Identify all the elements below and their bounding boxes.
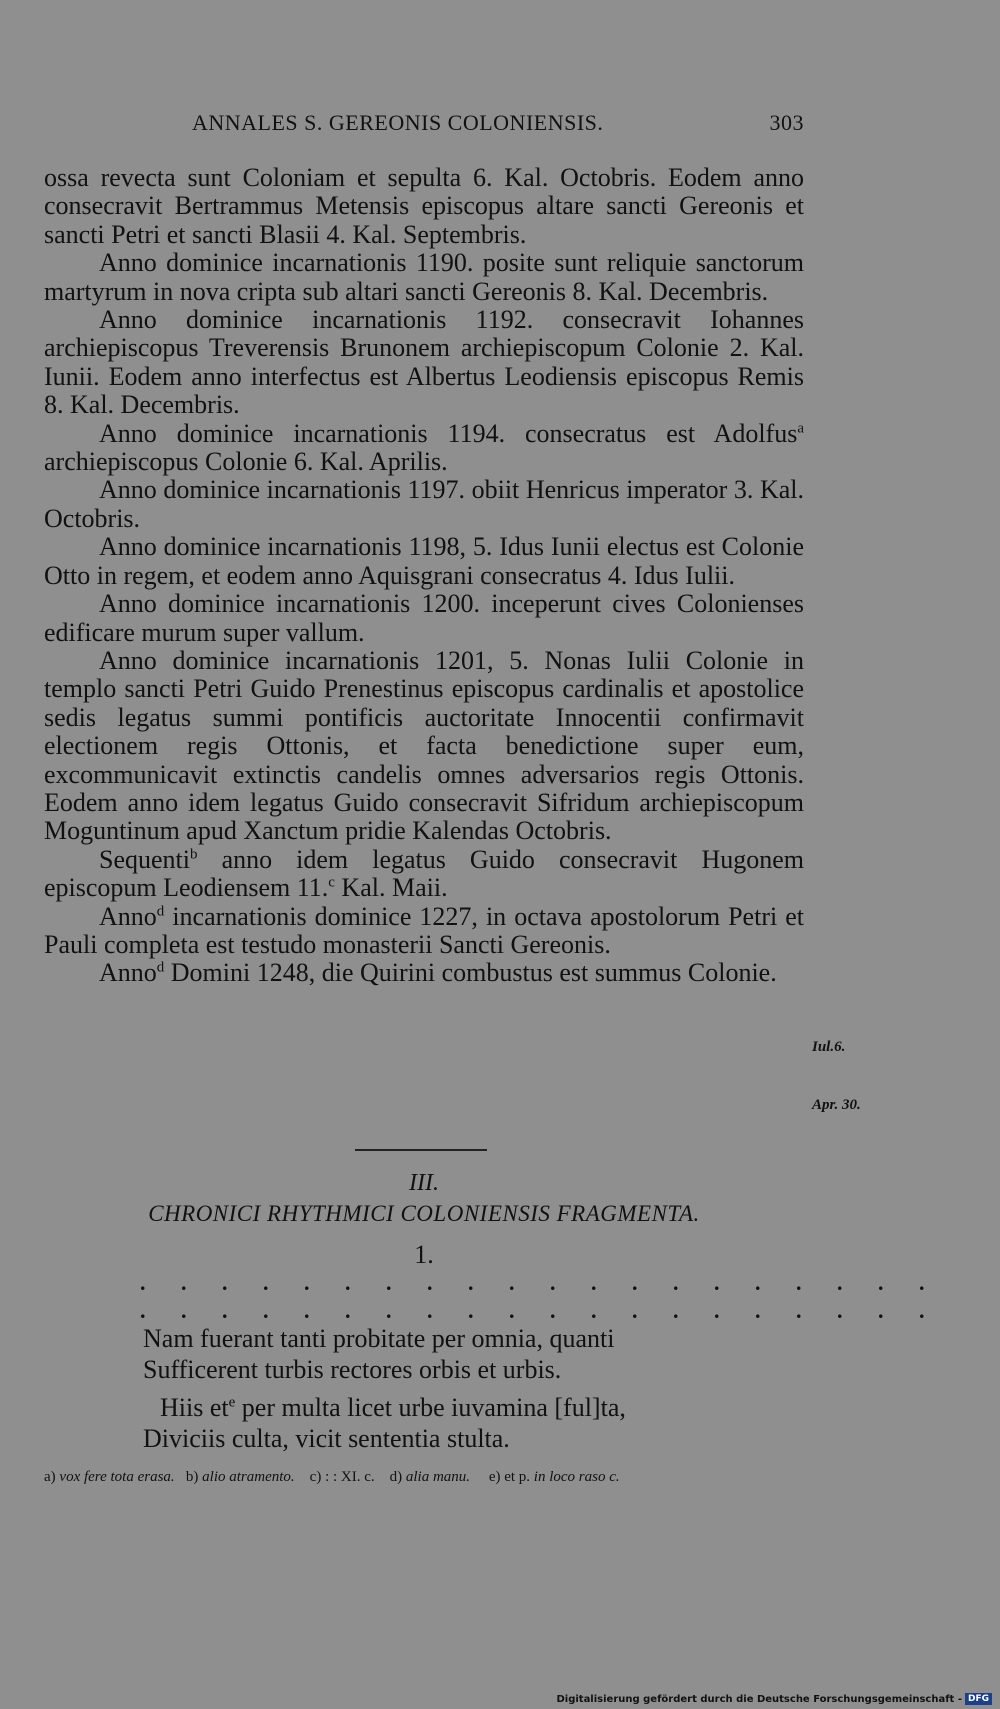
ellipsis-line: . . . . . . . . . . . . . . . . . . . .	[140, 1270, 940, 1295]
paragraph	[44, 846, 804, 903]
verse-line: Nam fuerant tanti probitate per omnia, quanti	[143, 1324, 615, 1353]
footnote-text: : : XI. c.	[325, 1469, 375, 1485]
footnote-text: et p.	[504, 1469, 531, 1485]
paragraph: Anno dominice incarnationis 1198, 5. Idus Iunii electus est Colonie Otto in regem, et eodem anno Aquisgrani consecratus 4. Idus Iulii.	[44, 532, 804, 590]
running-header	[44, 110, 804, 144]
paragraph-text: Anno	[99, 901, 157, 931]
footnotes	[44, 1468, 804, 1487]
margin-date-note: Iul.6.	[812, 1039, 846, 1055]
credit-text: Digitalisierung gefördert durch die Deutsche Forschungsgemeinschaft -	[556, 1693, 962, 1705]
footnote-mark: a	[797, 420, 804, 436]
verse-line: Diviciis culta, vicit sententia stulta.	[143, 1424, 510, 1453]
section-title: CHRONICI RHYTHMICI COLONIENSIS FRAGMENTA.	[148, 1201, 700, 1226]
paragraph-text: incarnationis dominice 1227, in octava apostolorum Petri et Pauli completa est testudo monasterii Sancti Gereonis.	[44, 901, 804, 959]
paragraph	[44, 903, 804, 960]
footnote-label: d)	[389, 1469, 403, 1485]
footnote-label: e)	[488, 1469, 501, 1485]
footnote-mark: c	[328, 874, 335, 891]
verse-line	[160, 1392, 783, 1423]
footnote-label: a)	[44, 1469, 56, 1485]
footnote-text: alia manu.	[405, 1469, 471, 1485]
paragraph: Anno dominice incarnationis 1200. inceperunt cives Colonienses edificare murum super vallum.	[44, 589, 804, 647]
ellipsis-line: . . . . . . . . . . . . . . . . . . . .	[140, 1298, 940, 1323]
paragraph-text: Sequenti	[99, 844, 190, 874]
running-title: ANNALES S. GEREONIS COLONIENSIS.	[192, 110, 604, 135]
annals-text	[44, 164, 804, 988]
verse-stanza	[143, 1323, 783, 1385]
footnote-mark: d	[156, 959, 165, 976]
page-number: 303	[769, 110, 804, 135]
paragraph: ossa revecta sunt Coloniam et sepulta 6. Kal. Octobris. Eodem anno consecravit Bertrammus Metensis episcopus altare sancti Gereonis et sancti Petri et sancti Blasii 4. Kal. Septembris.	[44, 163, 804, 249]
paragraph: Anno dominice incarnationis 1197. obiit Henricus imperator 3. Kal. Octobris.	[44, 475, 804, 533]
paragraph: Anno dominice incarnationis 1201, 5. Nonas Iulii Colonie in templo sancti Petri Guido Prenestinus episcopus cardinalis et apostolice sedis legatus summi pontificis auctoritate Innocentii confirmavit electionem regis Ottonis, et facta benedictione super eum, excommunicavit extinctis candelis omnes adversarios regis Ottonis. Eodem anno idem legatus Guido consecravit Sifridum archiepiscopum Moguntinum apud Xanctum pridie Kalendas Octobris.	[44, 645, 804, 846]
digitization-credit	[556, 1693, 992, 1705]
footnote-text: in loco raso c.	[533, 1469, 620, 1485]
paragraph-text: archiepiscopus Colonie 6. Kal. Aprilis.	[44, 447, 448, 477]
footnote-text: vox fere tota erasa.	[59, 1469, 175, 1485]
paragraph: Anno dominice incarnationis 1190. posite sunt reliquie sanctorum martyrum in nova cripta sub altari sancti Gereonis 8. Kal. Decembris.	[44, 248, 804, 306]
paragraph	[44, 959, 804, 987]
verse-line: Sufficerent turbis rectores orbis et urbis.	[143, 1355, 562, 1384]
paragraph: Anno dominice incarnationis 1192. consecravit Iohannes archiepiscopus Treverensis Brunonem archiepiscopum Colonie 2. Kal. Iunii. Eodem anno interfectus est Albertus Leodiensis episcopus Remis 8. Kal. Decembris.	[44, 305, 804, 420]
paragraph-text: anno idem legatus Guido consecravit Hugonem episcopum Leodiensem 11.	[44, 844, 804, 903]
footnote-mark: e	[228, 1394, 236, 1411]
paragraph-text: Domini 1248, die Quirini combustus est summus Colonie.	[164, 958, 777, 988]
dfg-logo: DFG	[965, 1693, 992, 1705]
paragraph	[44, 420, 804, 477]
footnote-label: c)	[309, 1469, 322, 1485]
fragment-number: 1.	[414, 1240, 434, 1269]
footnote-mark: b	[190, 846, 198, 863]
margin-date-note: Apr. 30.	[812, 1097, 861, 1113]
footnote-text: alio atramento.	[202, 1469, 295, 1485]
footnote-mark: d	[156, 902, 165, 919]
section-divider	[355, 1149, 487, 1151]
section-number: III.	[409, 1170, 439, 1196]
paragraph-text: Anno dominice incarnationis 1194. consecratus est Adolfus	[99, 418, 798, 448]
verse-text: per multa licet urbe iuvamina [ful]ta,	[235, 1393, 626, 1422]
verse-text: Hiis et	[160, 1393, 229, 1422]
paragraph-text: Kal. Maii.	[334, 873, 448, 903]
paragraph-text: Anno	[99, 958, 157, 988]
verse-stanza	[143, 1392, 783, 1454]
footnote-label: b)	[185, 1469, 199, 1485]
